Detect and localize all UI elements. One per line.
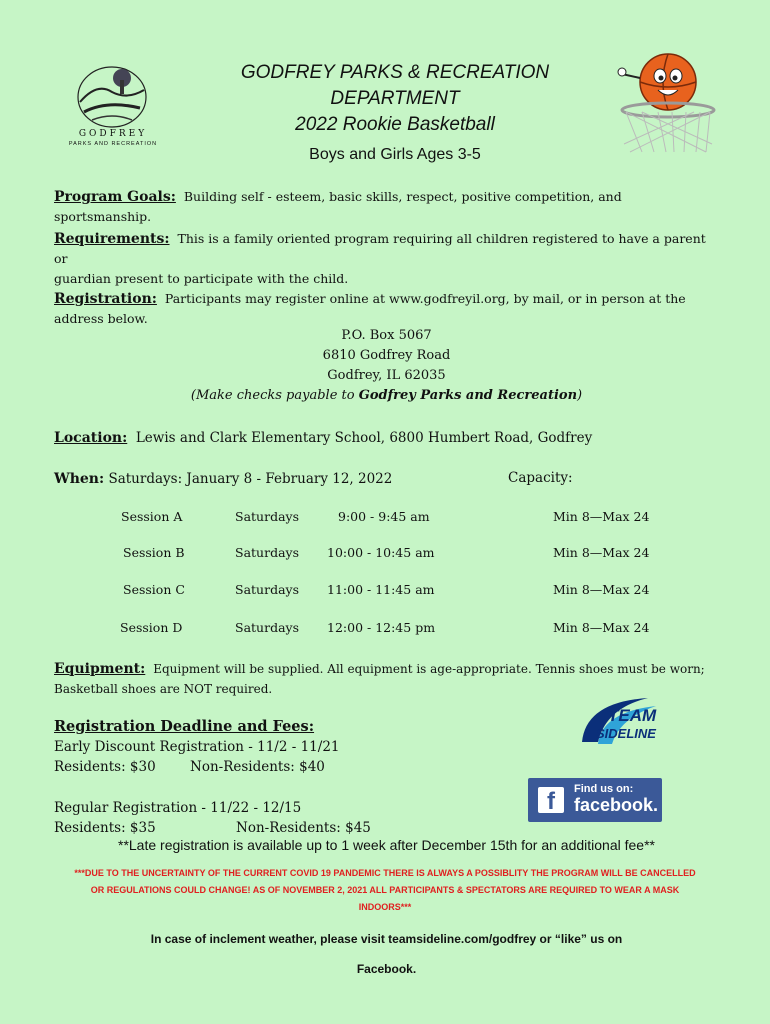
facebook-icon: f — [538, 787, 564, 813]
checks-prefix: (Make checks payable to — [190, 388, 359, 403]
session-day: Saturdays — [235, 545, 299, 560]
when-label: When: — [54, 471, 105, 487]
covid-line2: OR REGULATIONS COULD CHANGE! AS OF NOVEMBER 2, 2021 ALL PARTICIPANTS & SPECTATORS ARE REQUIRED TO WEAR A MASK — [90, 885, 680, 895]
logo-left-sub: PARKS AND RECREATION — [68, 141, 158, 147]
equipment-text-line2: Basketball shoes are NOT required. — [54, 682, 273, 696]
early-nonresidents: Non-Residents: $40 — [190, 759, 325, 775]
regular-residents: Residents: $35 — [54, 820, 156, 836]
location — [54, 428, 719, 448]
registration-text-line1: Participants may register online at www.godfreyil.org, by mail, or in person at the — [164, 291, 686, 306]
table-row — [0, 509, 770, 529]
location-label: Location: — [54, 430, 128, 446]
basketball-hoop-icon — [612, 48, 724, 158]
session-time: 12:00 - 12:45 pm — [327, 620, 436, 635]
session-day: Saturdays — [235, 582, 299, 597]
capacity-label: Capacity: — [508, 470, 573, 486]
weather-line2: Facebook. — [356, 962, 417, 976]
checks-note — [54, 386, 719, 406]
requirements-text-line1: This is a family oriented program requiring all children registered to have a parent or — [54, 231, 706, 266]
fees — [54, 717, 719, 777]
session-time: 9:00 - 9:45 am — [338, 509, 430, 524]
location-text: Lewis and Clark Elementary School, 6800 Humbert Road, Godfrey — [135, 430, 593, 446]
godfrey-logo — [62, 62, 162, 152]
logo-left-name: GODFREY — [78, 129, 148, 139]
page-subtitle: Boys and Girls Ages 3-5 — [309, 146, 481, 163]
address-line3: Godfrey, IL 62035 — [327, 368, 446, 383]
equipment-label: Equipment: — [54, 661, 146, 677]
weather-line1: In case of inclement weather, please visit teamsideline.com/godfrey or “like” us on — [150, 932, 623, 946]
requirements-text-line2: guardian present to participate with the child. — [54, 271, 349, 286]
covid-line3: INDOORS*** — [358, 902, 412, 912]
session-name: Session B — [123, 545, 185, 560]
covid-line1: ***DUE TO THE UNCERTAINTY OF THE CURRENT COVID 19 PANDEMIC THERE IS ALWAYS A POSSIBLITY THE PROGRAM WILL BE CANCELLED — [74, 868, 696, 878]
weather-note — [54, 924, 719, 984]
session-name: Session A — [121, 509, 183, 524]
registration-label: Registration: — [54, 291, 157, 307]
late-registration-note: **Late registration is available up to 1 week after December 15th for an additional fee** — [118, 837, 655, 853]
table-row — [0, 620, 770, 640]
landscape-logo-icon — [62, 62, 162, 132]
session-day: Saturdays — [235, 509, 299, 524]
session-time: 11:00 - 11:45 am — [327, 582, 435, 597]
mailing-address — [54, 326, 719, 406]
registration-text-line2: address below. — [54, 311, 148, 326]
address-line1: P.O. Box 5067 — [341, 328, 432, 343]
facebook-find-text: Find us on: — [574, 783, 634, 795]
session-day: Saturdays — [235, 620, 299, 635]
page-title-line2: DEPARTMENT — [330, 88, 460, 109]
program-goals-text: Building self - esteem, basic skills, respect, positive competition, and sportsmanship. — [54, 189, 622, 224]
facebook-word: facebook. — [574, 795, 659, 815]
facebook-badge[interactable] — [528, 778, 662, 822]
basketball-mascot — [612, 48, 724, 158]
page-title-line1: GODFREY PARKS & RECREATION — [240, 62, 550, 83]
address-line2: 6810 Godfrey Road — [322, 348, 451, 363]
table-row — [0, 582, 770, 602]
regular-nonresidents: Non-Residents: $45 — [236, 820, 371, 836]
early-fee-row — [54, 757, 719, 777]
table-row — [0, 545, 770, 565]
session-time: 10:00 - 10:45 am — [327, 545, 435, 560]
early-residents: Residents: $30 — [54, 759, 156, 775]
session-name: Session D — [120, 620, 183, 635]
checks-payee: Godfrey Parks and Recreation — [358, 388, 578, 403]
team-line1: TEAM — [608, 706, 657, 725]
covid-notice — [40, 865, 730, 916]
session-capacity: Min 8—Max 24 — [553, 509, 650, 524]
fees-heading: Registration Deadline and Fees: — [54, 718, 315, 735]
checks-suffix: ) — [577, 388, 583, 403]
session-capacity: Min 8—Max 24 — [553, 620, 650, 635]
title-block — [200, 60, 590, 164]
requirements — [54, 229, 719, 289]
registration — [54, 289, 719, 329]
program-goals-label: Program Goals: — [54, 189, 176, 205]
program-goals — [54, 187, 719, 227]
requirements-label: Requirements: — [54, 231, 170, 247]
regular-registration: Regular Registration - 11/22 - 12/15 — [54, 800, 302, 816]
session-capacity: Min 8—Max 24 — [553, 545, 650, 560]
session-capacity: Min 8—Max 24 — [553, 582, 650, 597]
session-name: Session C — [123, 582, 185, 597]
team-line2: SIDELINE — [596, 726, 656, 741]
when — [54, 469, 719, 489]
early-registration: Early Discount Registration - 11/2 - 11/21 — [54, 739, 340, 755]
when-text: Saturdays: January 8 - February 12, 2022 — [108, 471, 393, 487]
equipment-text-line1: Equipment will be supplied. All equipment is age-appropriate. Tennis shoes must be worn; — [153, 662, 705, 676]
page-title-line3: 2022 Rookie Basketball — [295, 114, 495, 135]
